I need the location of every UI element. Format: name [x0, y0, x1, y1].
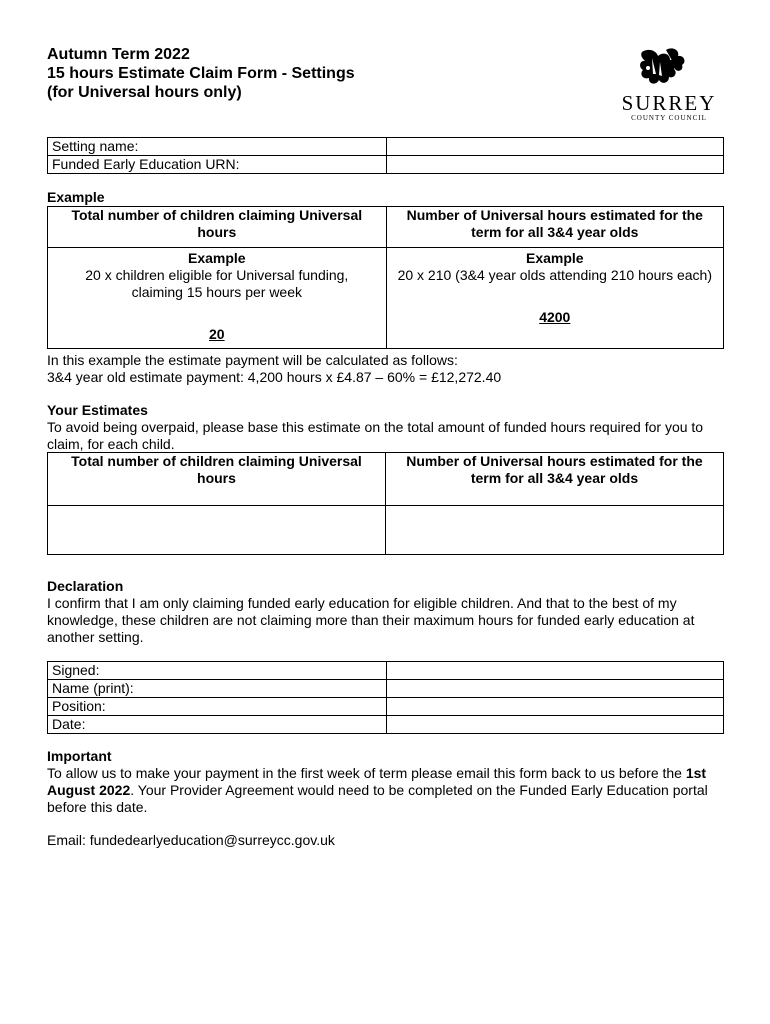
table-row: [48, 662, 724, 680]
example-heading: Example: [47, 189, 105, 205]
example-col1-title: Example: [187, 250, 246, 266]
logo-subtitle: COUNTY COUNCIL: [631, 114, 707, 122]
table-row: [48, 680, 724, 698]
important-text-after: . Your Provider Agreement would need to be completed on the Funded Early Education portal before this date.: [47, 782, 708, 815]
signature-table: [47, 661, 724, 734]
example-col2-header: Number of Universal hours estimated for the term for all 3&4 year olds: [386, 207, 723, 248]
title-line-1: Autumn Term 2022: [47, 46, 190, 63]
date-field[interactable]: [387, 716, 724, 734]
estimates-text: To avoid being overpaid, please base this estimate on the total amount of funded hours required for you to claim, for each child.: [47, 419, 704, 452]
example-col2-value: 4200: [539, 309, 571, 325]
example-col1-text: 20 x children eligible for Universal funding, claiming 15 hours per week: [85, 267, 349, 300]
example-col1-header: Total number of children claiming Universal hours: [48, 207, 387, 248]
urn-field[interactable]: [387, 156, 724, 174]
name-print-label: Name (print):: [48, 680, 387, 698]
example-col1-cell: [48, 248, 387, 349]
setting-details-table: [47, 137, 724, 174]
table-row: [48, 248, 724, 349]
estimates-col1-header: Total number of children claiming Universal hours: [48, 453, 386, 506]
estimates-children-field[interactable]: [48, 506, 386, 555]
important-text: [47, 765, 722, 816]
name-print-field[interactable]: [387, 680, 724, 698]
example-note-line-1: In this example the estimate payment will be calculated as follows:: [47, 352, 458, 368]
example-note-line-2: 3&4 year old estimate payment: 4,200 hours x £4.87 – 60% = £12,272.40: [47, 369, 502, 385]
table-row: [48, 506, 724, 555]
position-field[interactable]: [387, 698, 724, 716]
deadline-date: 1st August 2022: [47, 765, 707, 798]
declaration-text: I confirm that I am only claiming funded early education for eligible children. And that to the best of my knowledge, these children are not claiming more than their maximum hours for funded early education at another setting.: [47, 595, 695, 645]
example-col2-text: 20 x 210 (3&4 year olds attending 210 hours each): [397, 267, 712, 283]
setting-name-field[interactable]: [387, 138, 724, 156]
date-label: Date:: [48, 716, 387, 734]
title-line-3: (for Universal hours only): [47, 84, 242, 101]
logo-wordmark: SURREY: [621, 91, 717, 115]
example-col1-value: 20: [209, 326, 225, 342]
urn-label: Funded Early Education URN:: [48, 156, 387, 174]
email-line[interactable]: Email: fundedearlyeducation@surreycc.gov.uk: [47, 832, 335, 848]
table-row: [48, 156, 724, 174]
example-col2-title: Example: [525, 250, 584, 266]
example-col2-cell: [386, 248, 723, 349]
example-table: [47, 206, 724, 349]
table-row: [48, 453, 724, 506]
table-row: [48, 698, 724, 716]
table-row: [48, 207, 724, 248]
estimates-table: [47, 452, 724, 555]
estimates-heading: Your Estimates: [47, 402, 148, 418]
signed-label: Signed:: [48, 662, 387, 680]
important-heading: Important: [47, 748, 112, 764]
estimates-col2-header: Number of Universal hours estimated for the term for all 3&4 year olds: [385, 453, 723, 506]
setting-name-label: Setting name:: [48, 138, 387, 156]
title-line-2: 15 hours Estimate Claim Form - Settings: [47, 65, 355, 82]
important-text-before: To allow us to make your payment in the first week of term please email this form back to us before the: [47, 765, 686, 781]
estimates-hours-field[interactable]: [385, 506, 723, 555]
table-row: [48, 138, 724, 156]
declaration-heading: Declaration: [47, 578, 124, 594]
position-label: Position:: [48, 698, 387, 716]
form-title: [47, 45, 355, 102]
signed-field[interactable]: [387, 662, 724, 680]
table-row: [48, 716, 724, 734]
